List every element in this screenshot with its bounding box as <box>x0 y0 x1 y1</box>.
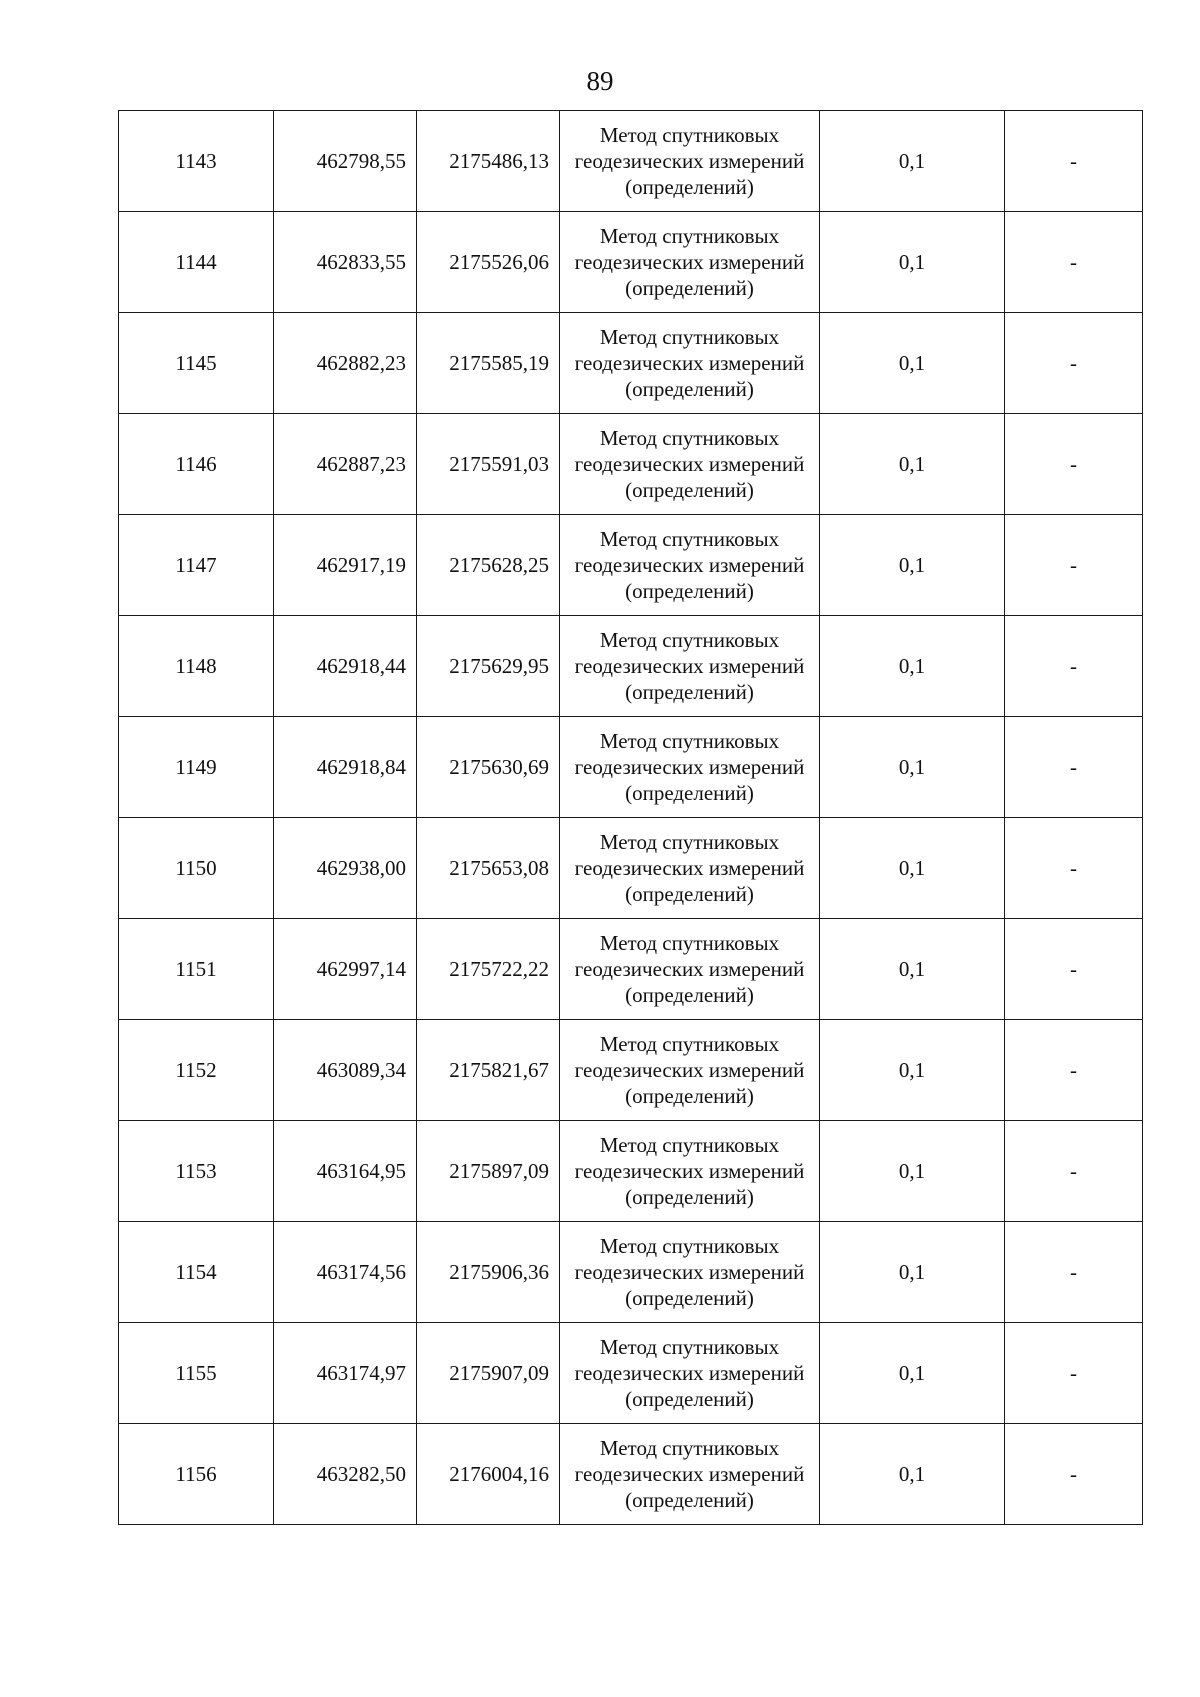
y-coordinate-cell: 2175526,06 <box>417 212 560 313</box>
method-text-line: (определений) <box>625 680 754 704</box>
point-number-cell: 1147 <box>119 515 274 616</box>
method-text-line: геодезических измерений <box>574 149 805 173</box>
method-text-line: геодезических измерений <box>574 1159 805 1183</box>
method-text-line: (определений) <box>625 983 754 1007</box>
y-coordinate-cell: 2175628,25 <box>417 515 560 616</box>
table-row <box>119 111 1143 212</box>
method-text-line: геодезических измерений <box>574 654 805 678</box>
method-text-line: Метод спутниковых <box>599 830 780 854</box>
accuracy-cell: 0,1 <box>820 1323 1005 1424</box>
table-row <box>119 1424 1143 1525</box>
method-text-line: (определений) <box>625 1286 754 1310</box>
method-text-line: геодезических измерений <box>574 452 805 476</box>
accuracy-cell: 0,1 <box>820 111 1005 212</box>
x-coordinate-cell: 462918,44 <box>274 616 417 717</box>
table-row <box>119 818 1143 919</box>
table-row <box>119 717 1143 818</box>
table-row <box>119 1020 1143 1121</box>
table-row <box>119 919 1143 1020</box>
description-cell: - <box>1005 313 1143 414</box>
method-text-line: Метод спутниковых <box>599 527 780 551</box>
method-cell <box>560 717 820 818</box>
method-text-line: Метод спутниковых <box>599 628 780 652</box>
description-cell: - <box>1005 919 1143 1020</box>
accuracy-cell: 0,1 <box>820 212 1005 313</box>
method-text-line: Метод спутниковых <box>599 1133 780 1157</box>
x-coordinate-cell: 462997,14 <box>274 919 417 1020</box>
point-number-cell: 1154 <box>119 1222 274 1323</box>
x-coordinate-cell: 462938,00 <box>274 818 417 919</box>
accuracy-cell: 0,1 <box>820 1121 1005 1222</box>
x-coordinate-cell: 462798,55 <box>274 111 417 212</box>
method-text-line: (определений) <box>625 478 754 502</box>
accuracy-cell: 0,1 <box>820 414 1005 515</box>
method-text-line: (определений) <box>625 377 754 401</box>
method-text-line: Метод спутниковых <box>599 1335 780 1359</box>
x-coordinate-cell: 462887,23 <box>274 414 417 515</box>
point-number-cell: 1148 <box>119 616 274 717</box>
y-coordinate-cell: 2175821,67 <box>417 1020 560 1121</box>
x-coordinate-cell: 463174,97 <box>274 1323 417 1424</box>
method-text-line: геодезических измерений <box>574 755 805 779</box>
y-coordinate-cell: 2175722,22 <box>417 919 560 1020</box>
x-coordinate-cell: 462917,19 <box>274 515 417 616</box>
method-text-line: Метод спутниковых <box>599 426 780 450</box>
x-coordinate-cell: 462918,84 <box>274 717 417 818</box>
x-coordinate-cell: 463164,95 <box>274 1121 417 1222</box>
y-coordinate-cell: 2175629,95 <box>417 616 560 717</box>
method-cell <box>560 616 820 717</box>
y-coordinate-cell: 2175585,19 <box>417 313 560 414</box>
x-coordinate-cell: 462833,55 <box>274 212 417 313</box>
page-number: 89 <box>586 66 614 96</box>
method-text-line: геодезических измерений <box>574 351 805 375</box>
method-text-line: геодезических измерений <box>574 957 805 981</box>
method-text-line: Метод спутниковых <box>599 931 780 955</box>
method-text-line: геодезических измерений <box>574 250 805 274</box>
method-text-line: (определений) <box>625 1488 754 1512</box>
method-text-line: геодезических измерений <box>574 856 805 880</box>
x-coordinate-cell: 463174,56 <box>274 1222 417 1323</box>
method-cell <box>560 1020 820 1121</box>
point-number-cell: 1150 <box>119 818 274 919</box>
method-text-line: геодезических измерений <box>574 1361 805 1385</box>
y-coordinate-cell: 2175591,03 <box>417 414 560 515</box>
table-row <box>119 1323 1143 1424</box>
method-cell <box>560 1424 820 1525</box>
y-coordinate-cell: 2175653,08 <box>417 818 560 919</box>
point-number-cell: 1152 <box>119 1020 274 1121</box>
method-text-line: Метод спутниковых <box>599 1436 780 1460</box>
table-body <box>119 111 1143 1525</box>
x-coordinate-cell: 462882,23 <box>274 313 417 414</box>
method-cell <box>560 818 820 919</box>
x-coordinate-cell: 463089,34 <box>274 1020 417 1121</box>
method-cell <box>560 1323 820 1424</box>
description-cell: - <box>1005 515 1143 616</box>
method-text-line: Метод спутниковых <box>599 123 780 147</box>
method-cell <box>560 212 820 313</box>
description-cell: - <box>1005 1222 1143 1323</box>
description-cell: - <box>1005 1020 1143 1121</box>
method-text-line: Метод спутниковых <box>599 1032 780 1056</box>
method-text-line: (определений) <box>625 1185 754 1209</box>
table-row <box>119 212 1143 313</box>
point-number-cell: 1144 <box>119 212 274 313</box>
accuracy-cell: 0,1 <box>820 616 1005 717</box>
point-number-cell: 1155 <box>119 1323 274 1424</box>
point-number-cell: 1156 <box>119 1424 274 1525</box>
method-cell <box>560 414 820 515</box>
method-text-line: Метод спутниковых <box>599 224 780 248</box>
method-text-line: (определений) <box>625 781 754 805</box>
method-text-line: Метод спутниковых <box>599 1234 780 1258</box>
point-number-cell: 1145 <box>119 313 274 414</box>
method-text-line: Метод спутниковых <box>599 729 780 753</box>
method-text-line: геодезических измерений <box>574 1462 805 1486</box>
table-row <box>119 414 1143 515</box>
method-text-line: (определений) <box>625 276 754 300</box>
method-text-line: (определений) <box>625 579 754 603</box>
table-row <box>119 313 1143 414</box>
y-coordinate-cell: 2175897,09 <box>417 1121 560 1222</box>
accuracy-cell: 0,1 <box>820 818 1005 919</box>
method-text-line: (определений) <box>625 175 754 199</box>
x-coordinate-cell: 463282,50 <box>274 1424 417 1525</box>
table-row <box>119 616 1143 717</box>
description-cell: - <box>1005 616 1143 717</box>
method-text-line: геодезических измерений <box>574 1058 805 1082</box>
y-coordinate-cell: 2175486,13 <box>417 111 560 212</box>
accuracy-cell: 0,1 <box>820 1020 1005 1121</box>
method-cell <box>560 313 820 414</box>
method-text-line: (определений) <box>625 882 754 906</box>
table-row <box>119 1222 1143 1323</box>
point-number-cell: 1153 <box>119 1121 274 1222</box>
description-cell: - <box>1005 717 1143 818</box>
coordinates-table <box>118 110 1143 1525</box>
method-text-line: геодезических измерений <box>574 553 805 577</box>
description-cell: - <box>1005 1121 1143 1222</box>
method-text-line: (определений) <box>625 1084 754 1108</box>
method-text-line: (определений) <box>625 1387 754 1411</box>
description-cell: - <box>1005 1424 1143 1525</box>
y-coordinate-cell: 2176004,16 <box>417 1424 560 1525</box>
point-number-cell: 1143 <box>119 111 274 212</box>
method-cell <box>560 515 820 616</box>
description-cell: - <box>1005 818 1143 919</box>
table-row <box>119 515 1143 616</box>
description-cell: - <box>1005 1323 1143 1424</box>
method-cell <box>560 1222 820 1323</box>
method-cell <box>560 919 820 1020</box>
description-cell: - <box>1005 414 1143 515</box>
point-number-cell: 1151 <box>119 919 274 1020</box>
accuracy-cell: 0,1 <box>820 1424 1005 1525</box>
method-cell <box>560 111 820 212</box>
y-coordinate-cell: 2175907,09 <box>417 1323 560 1424</box>
accuracy-cell: 0,1 <box>820 313 1005 414</box>
y-coordinate-cell: 2175906,36 <box>417 1222 560 1323</box>
method-text-line: Метод спутниковых <box>599 325 780 349</box>
description-cell: - <box>1005 212 1143 313</box>
description-cell: - <box>1005 111 1143 212</box>
y-coordinate-cell: 2175630,69 <box>417 717 560 818</box>
method-text-line: геодезических измерений <box>574 1260 805 1284</box>
accuracy-cell: 0,1 <box>820 1222 1005 1323</box>
table-row <box>119 1121 1143 1222</box>
accuracy-cell: 0,1 <box>820 919 1005 1020</box>
accuracy-cell: 0,1 <box>820 717 1005 818</box>
point-number-cell: 1149 <box>119 717 274 818</box>
accuracy-cell: 0,1 <box>820 515 1005 616</box>
point-number-cell: 1146 <box>119 414 274 515</box>
method-cell <box>560 1121 820 1222</box>
